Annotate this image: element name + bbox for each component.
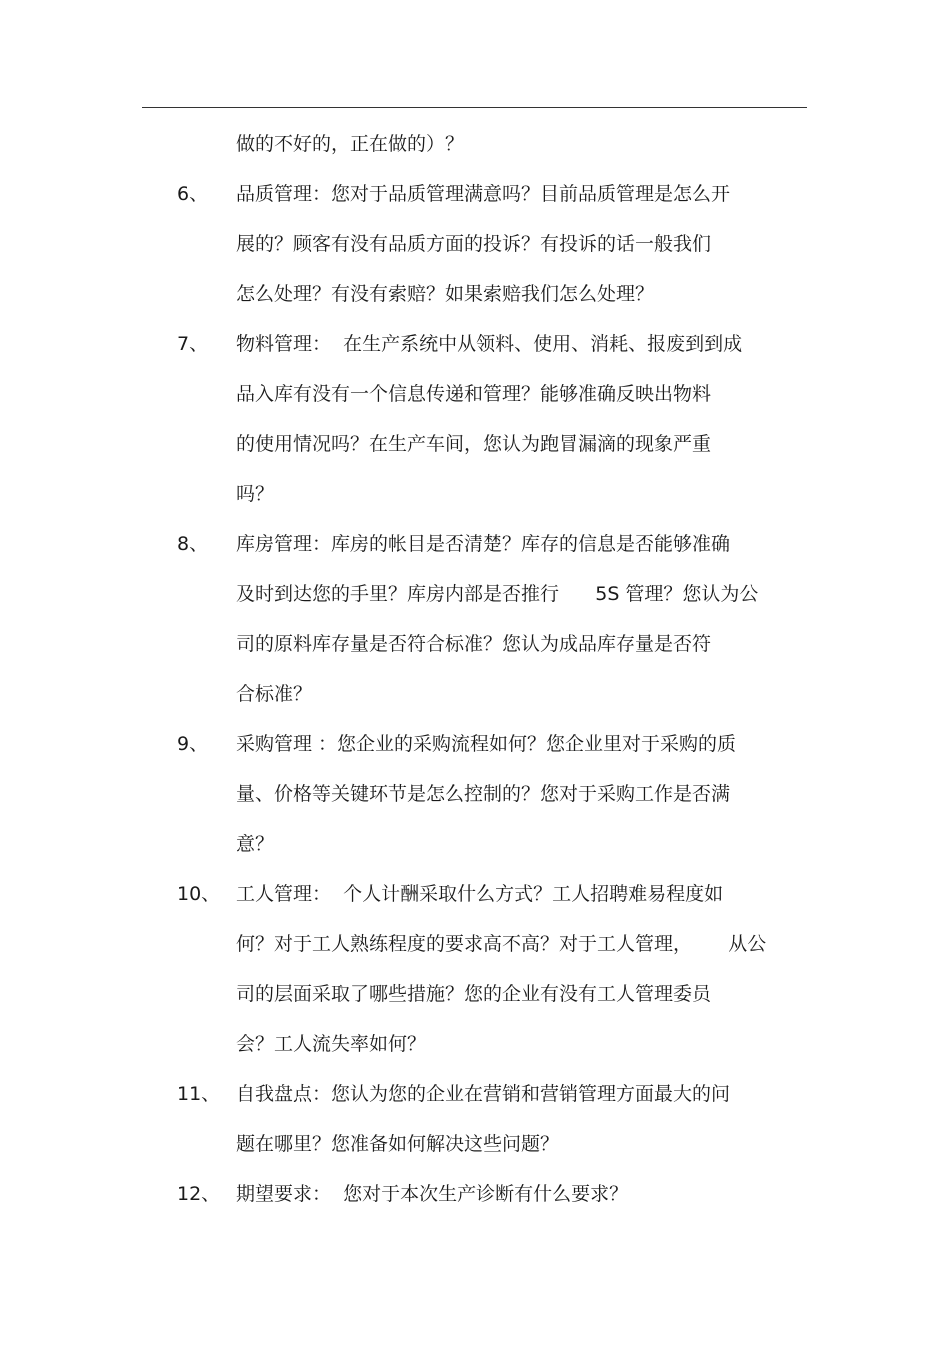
item-line: 合标准？ [236,683,313,705]
item-number: 7、 [177,333,209,355]
item-line: 工人管理： 个人计酬采取什么方式？工人招聘难易程度如 [236,883,724,905]
item-line: 采购管理 ：您企业的采购流程如何？您企业里对于采购的质 [236,733,737,755]
item-number: 6、 [177,183,209,205]
item-line: 意？ [236,833,275,855]
item-number: 9、 [177,733,209,755]
item-line: 会？工人流失率如何？ [236,1033,427,1055]
header-rule [142,107,807,108]
item-line: 怎么处理？有没有索赔？如果索赔我们怎么处理？ [236,283,655,305]
item-line: 展的？顾客有没有品质方面的投诉？有投诉的话一般我们 [236,233,712,255]
item-line: 自我盘点：您认为您的企业在营销和营销管理方面最大的问 [236,1083,731,1105]
item-line: 库房管理：库房的帐目是否清楚？库存的信息是否能够准确 [236,533,731,555]
item-line: 及时到达您的手里？库房内部是否推行 5S 管理？您认为公 [236,583,759,605]
item-line: 司的原料库存量是否符合标准？您认为成品库存量是否符 [236,633,712,655]
item-number: 8、 [177,533,209,555]
item-line: 吗？ [236,483,275,505]
item-line: 量、价格等关键环节是怎么控制的？您对于采购工作是否满 [236,783,731,805]
item-number: 11、 [177,1083,221,1105]
item-line: 品质管理：您对于品质管理满意吗？目前品质管理是怎么开 [236,183,731,205]
item-line: 司的层面采取了哪些措施？您的企业有没有工人管理委员 [236,983,712,1005]
item-line: 期望要求： 您对于本次生产诊断有什么要求？ [236,1183,629,1205]
item-line: 物料管理： 在生产系统中从领料、使用、消耗、报废到到成 [236,333,743,355]
item-line: 做的不好的，正在做的）？ [236,133,465,155]
item-number: 10、 [177,883,221,905]
item-number: 12、 [177,1183,221,1205]
item-line: 何？对于工人熟练程度的要求高不高？对于工人管理， 从公 [236,933,767,955]
item-line: 题在哪里？您准备如何解决这些问题？ [236,1133,560,1155]
item-line: 的使用情况吗？在生产车间，您认为跑冒漏滴的现象严重 [236,433,712,455]
item-line: 品入库有没有一个信息传递和管理？能够准确反映出物料 [236,383,712,405]
